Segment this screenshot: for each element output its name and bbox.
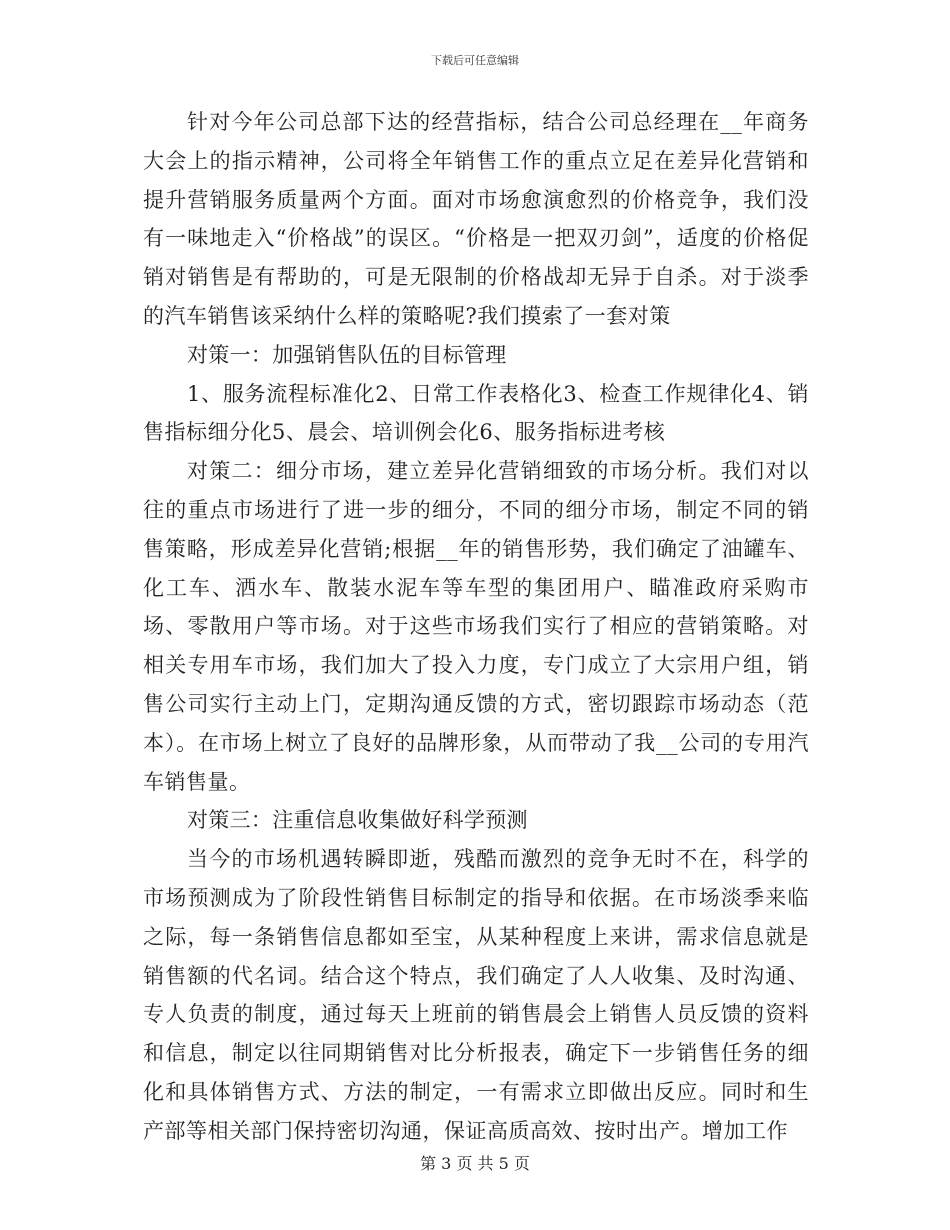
body-paragraph: 针对今年公司总部下达的经营指标，结合公司总经理在__年商务大会上的指示精神，公司将全年销售工作的重点立足在差异化营销和提升营销服务质量两个方面。面对市场愈演愈烈的价格竞争，我们没有一味地走入“价格战”的误区。“价格是一把双刃剑”，适度的价格促销对销售是有帮助的，可是无限制的价格战却无异于自杀。对于淡季的汽车销售该采纳什么样的策略呢?我们摸索了一套对策 [143, 110, 809, 328]
page-header: 下载后可任意编辑 [431, 54, 519, 67]
body-paragraph: 1、服务流程标准化2、日常工作表格化3、检查工作规律化4、销售指标细分化5、晨会、培训例会化6、服务指标进考核 [143, 381, 809, 445]
section-heading: 对策三：注重信息收集做好科学预测 [187, 808, 528, 833]
body-paragraph: 当今的市场机遇转瞬即逝，残酷而激烈的竞争无时不在，科学的市场预测成为了阶段性销售目标制定的指导和依据。在市场淡季来临之际，每一条销售信息都如至宝，从某种程度上来讲，需求信息就是销售额的代名词。结合这个特点，我们确定了人人收集、及时沟通、专人负责的制度，通过每天上班前的销售晨会上销售人员反馈的资料和信息，制定以往同期销售对比分析报表，确定下一步销售任务的细化和具体销售方式、方法的制定，一有需求立即做出反应。同时和生产部等相关部门保持密切沟通，保证高质高效、按时出产。增加工作 [143, 847, 809, 1143]
document-body [143, 103, 809, 1151]
section-heading: 对策一：加强销售队伍的目标管理 [187, 342, 507, 367]
page-number: 第 3 页 共 5 页 [420, 1154, 530, 1173]
body-paragraph: 对策二：细分市场，建立差异化营销细致的市场分析。我们对以往的重点市场进行了进一步的细分，不同的细分市场，制定不同的销售策略，形成差异化营销;根据__年的销售形势，我们确定了油罐车、化工车、洒水车、散装水泥车等车型的集团用户、瞄准政府采购市场、零散用户等市场。对于这些市场我们实行了相应的营销策略。对相关专用车市场，我们加大了投入力度，专门成立了大宗用户组，销售公司实行主动上门，定期沟通反馈的方式，密切跟踪市场动态（范本）。在市场上树立了良好的品牌形象，从而带动了我__公司的专用汽车销售量。 [143, 459, 809, 794]
